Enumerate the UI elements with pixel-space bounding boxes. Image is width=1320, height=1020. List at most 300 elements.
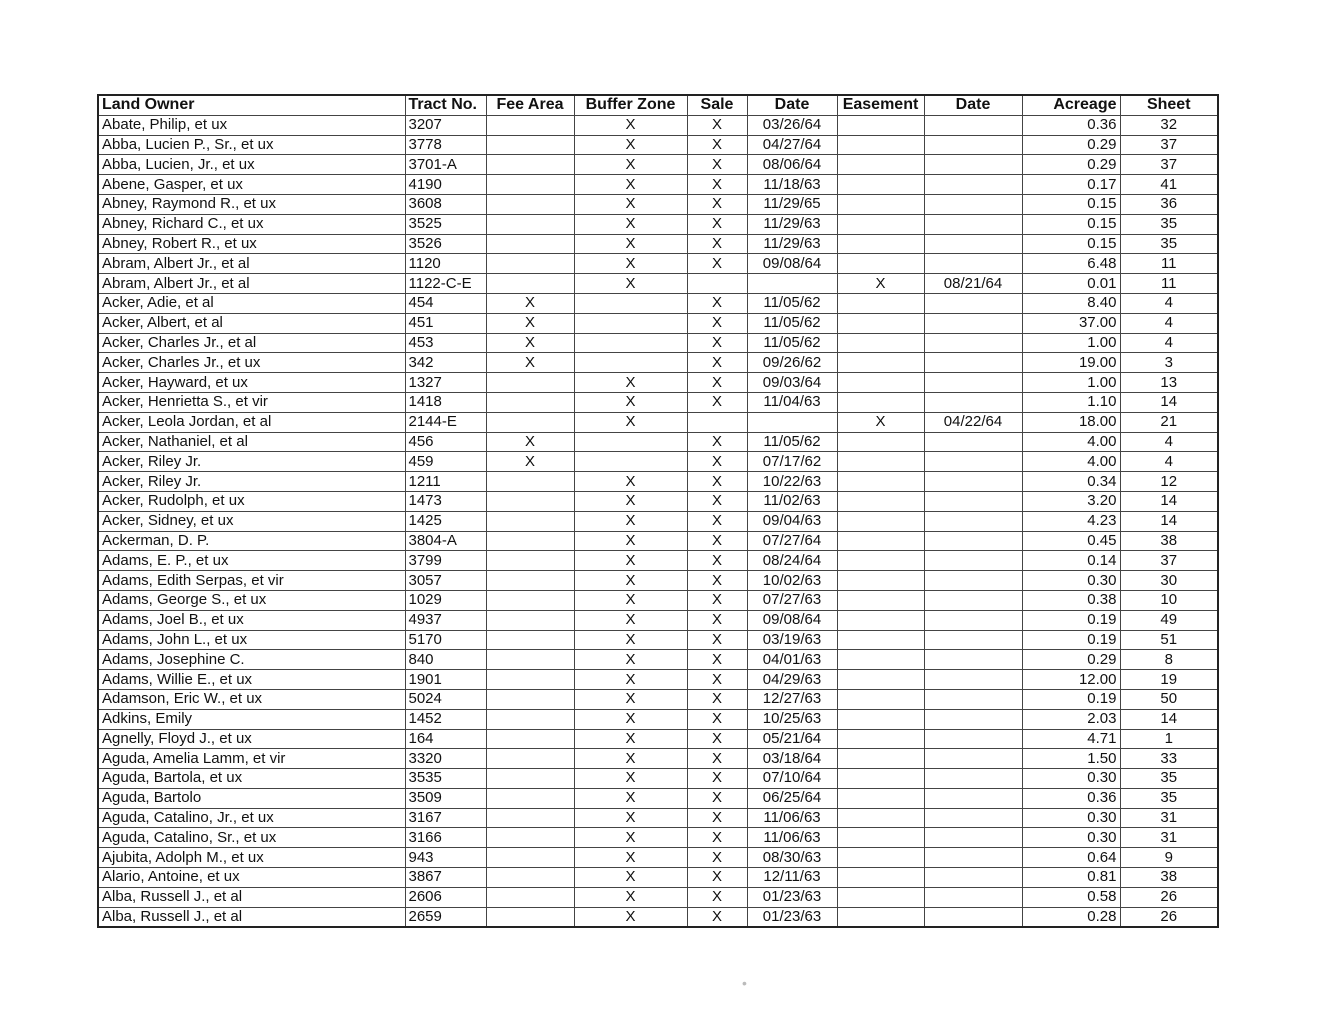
cell-tract-no: 1211 xyxy=(405,472,486,492)
cell-easement-date xyxy=(924,115,1022,135)
cell-easement xyxy=(837,828,924,848)
cell-sheet: 13 xyxy=(1120,373,1218,393)
cell-sheet: 37 xyxy=(1120,135,1218,155)
cell-sheet: 4 xyxy=(1120,452,1218,472)
cell-acreage: 19.00 xyxy=(1022,353,1120,373)
cell-acreage: 1.10 xyxy=(1022,392,1120,412)
cell-tract-no: 454 xyxy=(405,293,486,313)
cell-tract-no: 3320 xyxy=(405,749,486,769)
cell-easement-date xyxy=(924,155,1022,175)
cell-sale: X xyxy=(687,907,747,927)
cell-sheet: 36 xyxy=(1120,194,1218,214)
cell-acreage: 0.36 xyxy=(1022,115,1120,135)
cell-easement xyxy=(837,115,924,135)
cell-sale-date: 11/04/63 xyxy=(747,392,837,412)
cell-easement-date xyxy=(924,590,1022,610)
header-row xyxy=(98,95,1218,115)
table-row xyxy=(98,274,1218,294)
table-row xyxy=(98,214,1218,234)
cell-easement-date: 04/22/64 xyxy=(924,412,1022,432)
cell-sale: X xyxy=(687,650,747,670)
table-row xyxy=(98,610,1218,630)
cell-buffer-zone: X xyxy=(574,491,687,511)
cell-tract-no: 453 xyxy=(405,333,486,353)
table-row xyxy=(98,491,1218,511)
cell-sale-date: 05/21/64 xyxy=(747,729,837,749)
cell-sale: X xyxy=(687,194,747,214)
cell-buffer-zone: X xyxy=(574,749,687,769)
cell-easement: X xyxy=(837,274,924,294)
cell-buffer-zone: X xyxy=(574,194,687,214)
cell-sheet: 8 xyxy=(1120,650,1218,670)
cell-sheet: 35 xyxy=(1120,769,1218,789)
cell-easement-date xyxy=(924,135,1022,155)
header-acreage: Acreage xyxy=(1022,95,1120,115)
cell-sheet: 35 xyxy=(1120,788,1218,808)
cell-land-owner: Adams, Josephine C. xyxy=(98,650,405,670)
cell-sale-date: 11/05/62 xyxy=(747,313,837,333)
cell-easement-date xyxy=(924,868,1022,888)
cell-land-owner: Adams, Edith Serpas, et vir xyxy=(98,571,405,591)
header-sale: Sale xyxy=(687,95,747,115)
cell-buffer-zone: X xyxy=(574,155,687,175)
cell-fee-area xyxy=(486,689,574,709)
cell-sheet: 11 xyxy=(1120,254,1218,274)
cell-sale-date: 11/05/62 xyxy=(747,293,837,313)
cell-sale: X xyxy=(687,689,747,709)
cell-easement-date xyxy=(924,907,1022,927)
table-row xyxy=(98,511,1218,531)
cell-buffer-zone: X xyxy=(574,788,687,808)
cell-easement-date xyxy=(924,293,1022,313)
cell-buffer-zone: X xyxy=(574,373,687,393)
table-row xyxy=(98,630,1218,650)
cell-tract-no: 1120 xyxy=(405,254,486,274)
cell-tract-no: 4190 xyxy=(405,175,486,195)
table-row xyxy=(98,590,1218,610)
cell-sheet: 38 xyxy=(1120,531,1218,551)
cell-easement xyxy=(837,650,924,670)
table-row xyxy=(98,907,1218,927)
cell-fee-area xyxy=(486,729,574,749)
cell-easement-date xyxy=(924,808,1022,828)
cell-land-owner: Aguda, Bartolo xyxy=(98,788,405,808)
cell-land-owner: Adams, Willie E., et ux xyxy=(98,670,405,690)
cell-sheet: 26 xyxy=(1120,907,1218,927)
cell-sale: X xyxy=(687,135,747,155)
header-easement-date: Date xyxy=(924,95,1022,115)
cell-easement xyxy=(837,887,924,907)
cell-sale: X xyxy=(687,848,747,868)
cell-sheet: 4 xyxy=(1120,333,1218,353)
cell-acreage: 1.00 xyxy=(1022,373,1120,393)
cell-acreage: 0.30 xyxy=(1022,828,1120,848)
cell-sale-date: 11/18/63 xyxy=(747,175,837,195)
cell-acreage: 0.19 xyxy=(1022,630,1120,650)
cell-sheet: 37 xyxy=(1120,155,1218,175)
cell-fee-area xyxy=(486,373,574,393)
cell-fee-area xyxy=(486,254,574,274)
table-row xyxy=(98,551,1218,571)
cell-buffer-zone xyxy=(574,452,687,472)
cell-sale: X xyxy=(687,214,747,234)
cell-sale-date: 08/30/63 xyxy=(747,848,837,868)
cell-easement xyxy=(837,491,924,511)
cell-buffer-zone: X xyxy=(574,412,687,432)
cell-sale: X xyxy=(687,808,747,828)
cell-sheet: 37 xyxy=(1120,551,1218,571)
cell-buffer-zone: X xyxy=(574,392,687,412)
table-row xyxy=(98,155,1218,175)
cell-land-owner: Acker, Riley Jr. xyxy=(98,452,405,472)
cell-fee-area xyxy=(486,194,574,214)
cell-tract-no: 164 xyxy=(405,729,486,749)
cell-sale: X xyxy=(687,749,747,769)
cell-acreage: 0.30 xyxy=(1022,769,1120,789)
cell-easement-date xyxy=(924,472,1022,492)
table-row xyxy=(98,353,1218,373)
cell-acreage: 0.19 xyxy=(1022,689,1120,709)
cell-tract-no: 1418 xyxy=(405,392,486,412)
cell-acreage: 0.14 xyxy=(1022,551,1120,571)
cell-fee-area xyxy=(486,887,574,907)
cell-sale-date: 03/18/64 xyxy=(747,749,837,769)
cell-land-owner: Abba, Lucien P., Sr., et ux xyxy=(98,135,405,155)
cell-easement xyxy=(837,808,924,828)
cell-sale: X xyxy=(687,175,747,195)
cell-land-owner: Abba, Lucien, Jr., et ux xyxy=(98,155,405,175)
cell-sale-date: 09/26/62 xyxy=(747,353,837,373)
cell-sale-date: 07/17/62 xyxy=(747,452,837,472)
cell-land-owner: Abney, Richard C., et ux xyxy=(98,214,405,234)
cell-acreage: 0.30 xyxy=(1022,808,1120,828)
cell-acreage: 0.19 xyxy=(1022,610,1120,630)
table-row xyxy=(98,452,1218,472)
cell-buffer-zone: X xyxy=(574,689,687,709)
cell-sale-date: 04/27/64 xyxy=(747,135,837,155)
cell-sale xyxy=(687,412,747,432)
table-row xyxy=(98,828,1218,848)
cell-sale: X xyxy=(687,293,747,313)
cell-land-owner: Abney, Robert R., et ux xyxy=(98,234,405,254)
cell-tract-no: 3804-A xyxy=(405,531,486,551)
cell-sale: X xyxy=(687,373,747,393)
cell-sale: X xyxy=(687,353,747,373)
cell-sale-date: 08/06/64 xyxy=(747,155,837,175)
land-owner-sheet xyxy=(97,94,1217,928)
cell-land-owner: Acker, Sidney, et ux xyxy=(98,511,405,531)
table-row xyxy=(98,650,1218,670)
cell-fee-area xyxy=(486,670,574,690)
cell-sale-date: 07/10/64 xyxy=(747,769,837,789)
cell-sale-date: 06/25/64 xyxy=(747,788,837,808)
cell-sheet: 35 xyxy=(1120,234,1218,254)
cell-land-owner: Ajubita, Adolph M., et ux xyxy=(98,848,405,868)
cell-sheet: 26 xyxy=(1120,887,1218,907)
cell-fee-area xyxy=(486,828,574,848)
cell-sale-date: 09/08/64 xyxy=(747,254,837,274)
cell-sale: X xyxy=(687,333,747,353)
cell-land-owner: Abate, Philip, et ux xyxy=(98,115,405,135)
cell-acreage: 0.29 xyxy=(1022,135,1120,155)
cell-fee-area xyxy=(486,769,574,789)
cell-tract-no: 3167 xyxy=(405,808,486,828)
cell-land-owner: Aguda, Bartola, et ux xyxy=(98,769,405,789)
cell-fee-area xyxy=(486,848,574,868)
cell-easement xyxy=(837,769,924,789)
cell-sale-date: 11/02/63 xyxy=(747,491,837,511)
cell-tract-no: 3166 xyxy=(405,828,486,848)
cell-fee-area xyxy=(486,135,574,155)
cell-land-owner: Abram, Albert Jr., et al xyxy=(98,274,405,294)
table-row xyxy=(98,808,1218,828)
cell-buffer-zone xyxy=(574,293,687,313)
cell-sale-date: 03/19/63 xyxy=(747,630,837,650)
cell-land-owner: Acker, Henrietta S., et vir xyxy=(98,392,405,412)
cell-easement xyxy=(837,194,924,214)
cell-sheet: 31 xyxy=(1120,828,1218,848)
cell-sheet: 4 xyxy=(1120,313,1218,333)
cell-buffer-zone xyxy=(574,353,687,373)
cell-buffer-zone: X xyxy=(574,571,687,591)
header-sheet: Sheet xyxy=(1120,95,1218,115)
cell-tract-no: 2144-E xyxy=(405,412,486,432)
cell-acreage: 0.15 xyxy=(1022,214,1120,234)
cell-sheet: 30 xyxy=(1120,571,1218,591)
cell-acreage: 4.00 xyxy=(1022,432,1120,452)
cell-fee-area: X xyxy=(486,353,574,373)
cell-fee-area: X xyxy=(486,313,574,333)
cell-tract-no: 3867 xyxy=(405,868,486,888)
cell-tract-no: 840 xyxy=(405,650,486,670)
cell-buffer-zone: X xyxy=(574,531,687,551)
cell-acreage: 0.01 xyxy=(1022,274,1120,294)
header-sale-date: Date xyxy=(747,95,837,115)
cell-buffer-zone: X xyxy=(574,551,687,571)
cell-tract-no: 3057 xyxy=(405,571,486,591)
cell-sale-date: 04/01/63 xyxy=(747,650,837,670)
cell-tract-no: 5024 xyxy=(405,689,486,709)
cell-easement-date xyxy=(924,650,1022,670)
table-row xyxy=(98,234,1218,254)
cell-acreage: 4.71 xyxy=(1022,729,1120,749)
cell-acreage: 0.29 xyxy=(1022,155,1120,175)
table-row xyxy=(98,254,1218,274)
cell-buffer-zone: X xyxy=(574,610,687,630)
cell-land-owner: Adamson, Eric W., et ux xyxy=(98,689,405,709)
cell-fee-area xyxy=(486,808,574,828)
cell-fee-area xyxy=(486,412,574,432)
cell-land-owner: Acker, Adie, et al xyxy=(98,293,405,313)
header-land-owner: Land Owner xyxy=(98,95,405,115)
table-body xyxy=(98,115,1218,927)
cell-sheet: 9 xyxy=(1120,848,1218,868)
cell-acreage: 0.64 xyxy=(1022,848,1120,868)
cell-easement-date xyxy=(924,333,1022,353)
cell-buffer-zone: X xyxy=(574,848,687,868)
cell-sale: X xyxy=(687,571,747,591)
table-row xyxy=(98,313,1218,333)
cell-fee-area xyxy=(486,551,574,571)
cell-sale: X xyxy=(687,155,747,175)
cell-land-owner: Aguda, Catalino, Sr., et ux xyxy=(98,828,405,848)
cell-tract-no: 4937 xyxy=(405,610,486,630)
cell-buffer-zone: X xyxy=(574,769,687,789)
cell-acreage: 4.00 xyxy=(1022,452,1120,472)
table-row xyxy=(98,293,1218,313)
cell-land-owner: Acker, Riley Jr. xyxy=(98,472,405,492)
cell-easement-date xyxy=(924,551,1022,571)
cell-easement xyxy=(837,848,924,868)
cell-acreage: 6.48 xyxy=(1022,254,1120,274)
table-row xyxy=(98,709,1218,729)
cell-sheet: 10 xyxy=(1120,590,1218,610)
cell-sheet: 35 xyxy=(1120,214,1218,234)
cell-easement xyxy=(837,551,924,571)
cell-acreage: 1.00 xyxy=(1022,333,1120,353)
cell-sheet: 14 xyxy=(1120,511,1218,531)
cell-land-owner: Alario, Antoine, et ux xyxy=(98,868,405,888)
cell-fee-area xyxy=(486,571,574,591)
cell-buffer-zone: X xyxy=(574,135,687,155)
cell-land-owner: Adams, E. P., et ux xyxy=(98,551,405,571)
cell-easement xyxy=(837,610,924,630)
cell-tract-no: 3608 xyxy=(405,194,486,214)
cell-sale-date: 09/04/63 xyxy=(747,511,837,531)
table-row xyxy=(98,333,1218,353)
cell-easement-date xyxy=(924,175,1022,195)
cell-sale-date: 07/27/64 xyxy=(747,531,837,551)
table-row xyxy=(98,472,1218,492)
cell-land-owner: Acker, Hayward, et ux xyxy=(98,373,405,393)
cell-fee-area xyxy=(486,214,574,234)
cell-sale-date: 09/08/64 xyxy=(747,610,837,630)
table-row xyxy=(98,115,1218,135)
cell-fee-area xyxy=(486,472,574,492)
cell-tract-no: 459 xyxy=(405,452,486,472)
cell-easement xyxy=(837,531,924,551)
cell-fee-area: X xyxy=(486,293,574,313)
cell-acreage: 0.29 xyxy=(1022,650,1120,670)
cell-easement-date xyxy=(924,571,1022,591)
table-row xyxy=(98,175,1218,195)
cell-buffer-zone: X xyxy=(574,115,687,135)
cell-easement-date xyxy=(924,254,1022,274)
cell-land-owner: Agnelly, Floyd J., et ux xyxy=(98,729,405,749)
cell-easement: X xyxy=(837,412,924,432)
cell-acreage: 1.50 xyxy=(1022,749,1120,769)
cell-easement-date xyxy=(924,848,1022,868)
cell-sheet: 3 xyxy=(1120,353,1218,373)
cell-tract-no: 3525 xyxy=(405,214,486,234)
cell-fee-area xyxy=(486,175,574,195)
cell-tract-no: 1473 xyxy=(405,491,486,511)
table-row xyxy=(98,412,1218,432)
cell-sale-date: 11/29/63 xyxy=(747,214,837,234)
cell-buffer-zone: X xyxy=(574,907,687,927)
cell-easement xyxy=(837,333,924,353)
cell-sale-date: 01/23/63 xyxy=(747,907,837,927)
cell-sale-date: 11/06/63 xyxy=(747,808,837,828)
cell-sheet: 19 xyxy=(1120,670,1218,690)
cell-easement-date xyxy=(924,788,1022,808)
cell-sale-date: 11/29/63 xyxy=(747,234,837,254)
cell-easement xyxy=(837,868,924,888)
cell-easement xyxy=(837,313,924,333)
cell-easement-date: 08/21/64 xyxy=(924,274,1022,294)
cell-easement-date xyxy=(924,769,1022,789)
cell-sale: X xyxy=(687,531,747,551)
cell-easement-date xyxy=(924,689,1022,709)
cell-buffer-zone: X xyxy=(574,808,687,828)
table-row xyxy=(98,373,1218,393)
table-row xyxy=(98,432,1218,452)
cell-acreage: 4.23 xyxy=(1022,511,1120,531)
cell-acreage: 0.15 xyxy=(1022,234,1120,254)
cell-easement xyxy=(837,511,924,531)
cell-sheet: 51 xyxy=(1120,630,1218,650)
cell-easement-date xyxy=(924,630,1022,650)
cell-acreage: 12.00 xyxy=(1022,670,1120,690)
cell-tract-no: 3778 xyxy=(405,135,486,155)
cell-sheet: 38 xyxy=(1120,868,1218,888)
cell-acreage: 0.38 xyxy=(1022,590,1120,610)
cell-easement-date xyxy=(924,234,1022,254)
cell-easement xyxy=(837,373,924,393)
cell-sale: X xyxy=(687,887,747,907)
cell-sale xyxy=(687,274,747,294)
cell-acreage: 0.81 xyxy=(1022,868,1120,888)
table-row xyxy=(98,194,1218,214)
cell-easement xyxy=(837,392,924,412)
cell-easement xyxy=(837,214,924,234)
cell-sale: X xyxy=(687,868,747,888)
cell-sale: X xyxy=(687,511,747,531)
cell-sale-date: 07/27/63 xyxy=(747,590,837,610)
cell-buffer-zone xyxy=(574,333,687,353)
cell-sale: X xyxy=(687,452,747,472)
cell-sale: X xyxy=(687,234,747,254)
cell-easement xyxy=(837,749,924,769)
cell-acreage: 37.00 xyxy=(1022,313,1120,333)
cell-easement xyxy=(837,788,924,808)
cell-easement-date xyxy=(924,531,1022,551)
cell-sale-date: 04/29/63 xyxy=(747,670,837,690)
cell-tract-no: 456 xyxy=(405,432,486,452)
cell-land-owner: Acker, Rudolph, et ux xyxy=(98,491,405,511)
cell-easement-date xyxy=(924,373,1022,393)
table-row xyxy=(98,788,1218,808)
table-row xyxy=(98,769,1218,789)
cell-fee-area xyxy=(486,491,574,511)
cell-acreage: 8.40 xyxy=(1022,293,1120,313)
cell-land-owner: Abram, Albert Jr., et al xyxy=(98,254,405,274)
cell-land-owner: Aguda, Catalino, Jr., et ux xyxy=(98,808,405,828)
cell-easement-date xyxy=(924,729,1022,749)
header-fee-area: Fee Area xyxy=(486,95,574,115)
cell-sale-date: 03/26/64 xyxy=(747,115,837,135)
table-row xyxy=(98,749,1218,769)
cell-acreage: 2.03 xyxy=(1022,709,1120,729)
header-easement: Easement xyxy=(837,95,924,115)
cell-sheet: 1 xyxy=(1120,729,1218,749)
cell-sale-date: 11/05/62 xyxy=(747,333,837,353)
cell-fee-area xyxy=(486,907,574,927)
cell-tract-no: 1327 xyxy=(405,373,486,393)
cell-sheet: 50 xyxy=(1120,689,1218,709)
cell-tract-no: 1029 xyxy=(405,590,486,610)
cell-sale: X xyxy=(687,670,747,690)
